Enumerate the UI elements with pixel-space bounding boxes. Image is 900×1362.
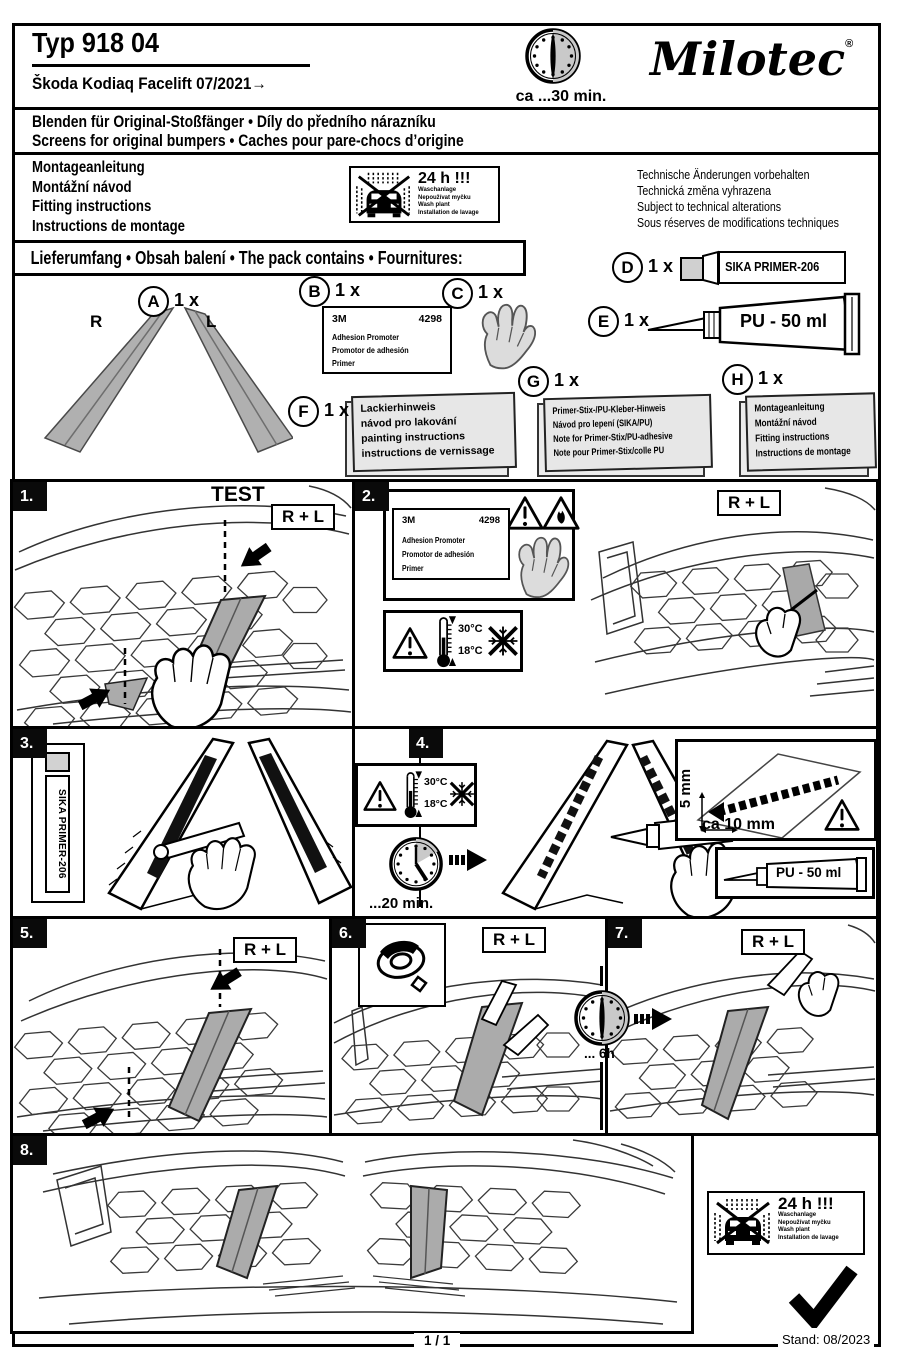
- pack-item-a-letter: A: [138, 286, 169, 317]
- pack-item-f-qty: 1 x: [324, 400, 350, 420]
- tape-roll-box: [358, 923, 446, 1007]
- trim-left-label: L: [206, 312, 217, 331]
- thermometer-icon: [400, 770, 422, 820]
- page-number: 1 / 1: [414, 1333, 460, 1348]
- step-8-number: 8.: [13, 1136, 47, 1165]
- trim-right-label: R: [90, 312, 103, 331]
- glove-icon: [514, 532, 570, 598]
- glove-icon: [478, 298, 536, 370]
- wait-clock-icon: [387, 835, 445, 893]
- tape-roll-icon: [368, 935, 438, 995]
- pack-item-f-letter: F: [288, 396, 319, 427]
- wait-20min-label: ...20 min.: [369, 895, 434, 912]
- warning-icon: [363, 780, 397, 812]
- pack-item-c-letter: C: [442, 278, 473, 309]
- next-arrow-icon: [634, 1006, 674, 1032]
- step-8-illustration: [13, 1136, 691, 1331]
- step-2-primer-box: [383, 489, 575, 601]
- step-3-panel: [10, 726, 355, 919]
- step-4-panel: [352, 726, 879, 919]
- pack-item-d-qty: 1 x: [648, 256, 674, 276]
- pack-item-d-letter: D: [612, 252, 643, 283]
- bead-width-label: ca 10 mm: [702, 816, 775, 833]
- pack-item-b-qty: 1 x: [335, 280, 361, 300]
- bead-height-label: 5 mm: [677, 768, 695, 809]
- bead-dimension-box: [675, 739, 877, 841]
- pack-item-c-qty: 1 x: [478, 282, 504, 302]
- timeline-line: [600, 1062, 603, 1130]
- step-7-number: 7.: [608, 919, 642, 948]
- next-arrow-icon: [449, 847, 489, 873]
- step-4-temperature-box: 30°C 18°C: [355, 763, 477, 827]
- step-4-number: 4.: [409, 729, 443, 758]
- car-wash-warning-text: 24 h !!! Waschanlage Nepoužívat myčku Wash plant Installation de lavage: [418, 170, 479, 216]
- wait-6h-clock-icon: [572, 988, 632, 1048]
- instruction-titles: Montageanleitung Montážní návod Fitting instructions Instructions de montage: [32, 159, 185, 235]
- car-wash-icon: [711, 1195, 775, 1249]
- no-frost-icon: [486, 624, 520, 658]
- brand-logo: Milotec®: [650, 32, 854, 86]
- fitting-note-sheet: Montageanleitung Montážní návod Fitting instructions Instructions de montage: [746, 394, 876, 470]
- pack-item-e-qty: 1 x: [624, 310, 650, 330]
- car-wash-warning-box: [349, 166, 500, 223]
- flammable-icon: [542, 495, 580, 531]
- subtitle-line1: Blenden für Original-Stoßfänger • Díly do předního nárazníku: [32, 112, 436, 131]
- pack-title-box: Lieferumfang • Obsah balení • The pack contains • Fournitures:: [12, 240, 526, 276]
- timeline-line: [600, 966, 603, 986]
- tube-body: [45, 775, 70, 893]
- sika-tube-cap-icon: [678, 250, 720, 288]
- pack-item-b-letter: B: [299, 276, 330, 307]
- step-7-rl-label: R + L: [741, 929, 805, 955]
- trim-pieces-illustration: [25, 300, 293, 472]
- step-6-rl-label: R + L: [482, 927, 546, 953]
- pu-tube-label: PU - 50 ml: [776, 865, 842, 880]
- pack-item-g-qty: 1 x: [554, 370, 580, 390]
- car-wash-warning-box: [707, 1191, 865, 1255]
- sika-primer-label: SIKA PRIMER-206: [718, 251, 846, 284]
- duration-label: ca ...30 min.: [515, 88, 607, 105]
- divider-1: [12, 107, 881, 110]
- pu-tube-label: PU - 50 ml: [740, 311, 828, 331]
- car-wash-warning-text: 24 h !!! Waschanlage Nepoužívat myčku Wash plant Installation de lavage: [778, 1194, 839, 1241]
- subtitle-line2: Screens for original bumpers • Caches pour pare-chocs d’origine: [32, 131, 464, 150]
- step-1-rl-label: R + L: [271, 504, 335, 530]
- thermometer-icon: [432, 616, 456, 668]
- page-title-wrap: [32, 27, 310, 67]
- brand-registered-mark: ®: [845, 38, 854, 50]
- step-6-number: 6.: [332, 919, 366, 948]
- step-6-panel: [329, 916, 608, 1136]
- warning-icon: [824, 798, 860, 832]
- step-1-number: 1.: [13, 482, 47, 511]
- step-5-rl-label: R + L: [233, 937, 297, 963]
- primer-3m-label: 3M 4298 Adhesion Promoter Promotor de adhesión Primer: [322, 306, 452, 374]
- page-title: Typ 918 04: [32, 27, 160, 58]
- car-wash-icon: [353, 170, 415, 220]
- step-2-number: 2.: [355, 482, 389, 511]
- step-5-panel: [10, 916, 332, 1136]
- step-3-number: 3.: [13, 729, 47, 758]
- pack-item-e-letter: E: [588, 306, 619, 337]
- pack-item-h-letter: H: [722, 364, 753, 395]
- revision-date: Stand: 08/2023: [778, 1332, 874, 1347]
- divider-2: [12, 152, 881, 155]
- warning-icon: [506, 495, 544, 531]
- model-line: Škoda Kodiaq Facelift 07/2021→: [32, 74, 267, 93]
- test-label: TEST: [211, 483, 265, 506]
- checkmark-icon: [786, 1264, 860, 1328]
- step-2-temperature-box: 30°C 18°C: [383, 610, 523, 672]
- no-frost-icon: [448, 780, 476, 808]
- pu-tube-box: [715, 847, 875, 899]
- warning-icon: [392, 626, 428, 660]
- alterations-note: Technische Änderungen vorbehalten Technická změna vyhrazena Subject to technical alterations Sous réserves de modifications techniques: [637, 168, 839, 230]
- duration-clock-icon: [523, 26, 583, 86]
- step-5-number: 5.: [13, 919, 47, 948]
- step-2-3m-label: 3M 4298 Adhesion Promoter Promotor de adhesión Primer: [392, 508, 510, 580]
- painting-note-sheet: Lackierhinweis návod pro lakování painting instructions instructions de vernissage: [352, 394, 516, 470]
- tube-cap: [45, 752, 70, 772]
- sika-tube-label: SIKA PRIMER-206: [56, 789, 67, 879]
- pack-item-g-letter: G: [518, 366, 549, 397]
- primer-note-sheet: Primer-Stix-/PU-Kleber-Hinweis Návod pro lepení (SIKA/PU) Note for Primer-Stix/PU-adhesive Note pour Primer-Stix/colle PU: [544, 396, 712, 470]
- step-1-panel: [10, 479, 355, 729]
- step-3-sika-tube: [31, 743, 85, 903]
- step-2-panel: [352, 479, 879, 729]
- pack-item-a-qty: 1 x: [174, 290, 200, 310]
- step-8-panel: [10, 1133, 694, 1334]
- pack-item-h-qty: 1 x: [758, 368, 784, 388]
- step-2-rl-label: R + L: [717, 490, 781, 516]
- wait-6h-label: ... 6h: [584, 1046, 615, 1061]
